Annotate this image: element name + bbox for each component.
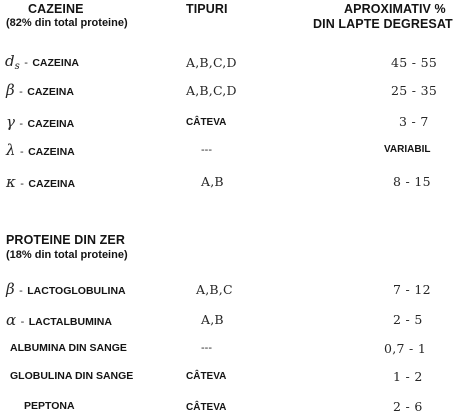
row-percent: 8 - 15: [393, 174, 431, 189]
row-name: LACTOGLOBULINA: [27, 285, 126, 297]
kappa-symbol: κ: [6, 173, 16, 191]
zer-row-peptona-name: PEPTONA: [24, 400, 75, 412]
row-percent: 3 - 7: [399, 114, 429, 129]
row-percent: 0,7 - 1: [384, 341, 427, 356]
row-name: CAZEINA: [27, 118, 75, 130]
row-dash: -: [20, 316, 25, 328]
row-types: A,B: [201, 174, 224, 189]
row-percent: 1 - 2: [393, 369, 423, 384]
row-dash: -: [24, 57, 28, 69]
header-cazeine-title: CAZEINE: [28, 2, 84, 16]
header-tipuri-title: TIPURI: [186, 2, 228, 16]
beta-symbol: β: [6, 81, 15, 99]
alpha-symbol: α: [6, 311, 17, 329]
cazeine-row-alpha-s: [5, 53, 79, 75]
row-name: CAZEINA: [28, 178, 76, 190]
row-types: CÂTEVA: [186, 117, 227, 128]
row-types: A,B: [201, 312, 224, 327]
row-name: CAZEINA: [27, 86, 74, 98]
zer-row-globulina-name: GLOBULINA DIN SANGE: [10, 370, 134, 382]
row-dash: -: [19, 285, 23, 297]
row-dash: -: [19, 118, 24, 130]
row-percent: VARIABIL: [384, 144, 431, 155]
row-name: CAZEINA: [32, 57, 79, 69]
cazeine-row-gamma: [6, 114, 74, 132]
zer-row-beta-lactoglobulina: [6, 281, 126, 299]
row-percent: 25 - 35: [391, 83, 438, 98]
cazeine-row-kappa: [6, 174, 75, 192]
row-types: ---: [201, 144, 212, 156]
zer-subtitle: (18% din total proteine): [6, 249, 128, 261]
zer-row-alpha-lactalbumina: [6, 312, 112, 330]
row-percent: 7 - 12: [393, 282, 431, 297]
row-dash: -: [19, 146, 24, 158]
row-name: LACTALBUMINA: [28, 316, 112, 328]
beta-symbol: β: [6, 280, 15, 298]
row-types: A,B,C,D: [186, 55, 237, 70]
row-types: A,B,C: [196, 282, 233, 297]
row-name: CAZEINA: [28, 146, 75, 158]
row-percent: 2 - 6: [393, 399, 423, 414]
alpha-s-subscript: s: [14, 61, 20, 72]
header-cazeine-subtitle: (82% din total proteine): [6, 17, 128, 29]
row-types: ---: [201, 342, 212, 354]
row-types: CÂTEVA: [186, 371, 227, 382]
alpha-s-symbol: d: [5, 52, 15, 70]
row-types: A,B,C,D: [186, 83, 237, 98]
row-percent: 45 - 55: [391, 55, 438, 70]
gamma-symbol: γ: [6, 113, 15, 131]
header-percent-line2: DIN LAPTE DEGRESAT: [313, 17, 453, 31]
cazeine-row-beta: [6, 82, 74, 100]
row-types: CÂTEVA: [186, 402, 227, 413]
header-percent-line1: APROXIMATIV %: [344, 2, 446, 16]
cazeine-row-lambda: [6, 142, 75, 160]
zer-title: PROTEINE DIN ZER: [6, 233, 125, 247]
row-dash: -: [20, 178, 24, 190]
row-percent: 2 - 5: [393, 312, 423, 327]
row-dash: -: [19, 86, 23, 98]
lambda-symbol: λ: [6, 141, 16, 159]
zer-row-albumina-name: ALBUMINA DIN SANGE: [10, 342, 127, 354]
